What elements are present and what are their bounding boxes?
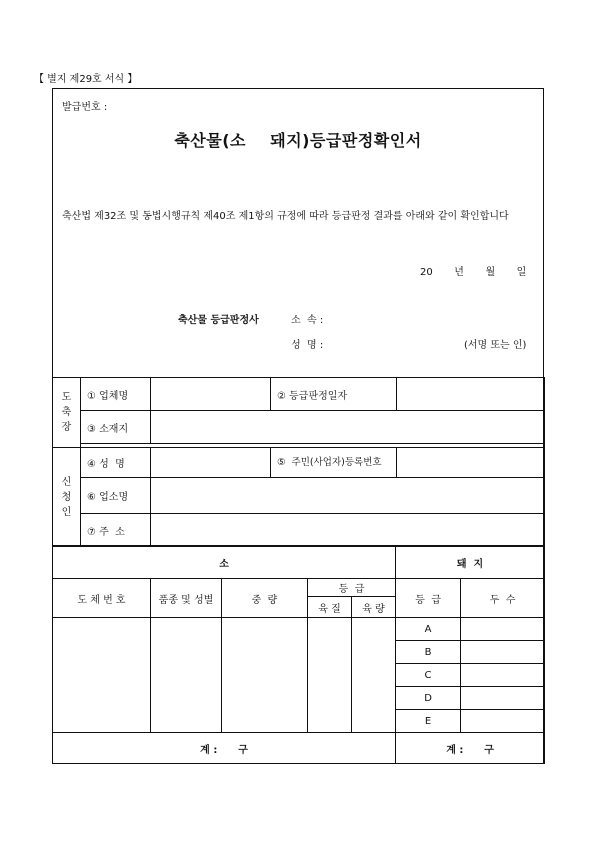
info-table [52,377,545,547]
location-field[interactable] [151,411,545,444]
applicant-name-label: ④ 성 명 [81,448,151,478]
grader-name-label: 성 명 : [291,340,324,351]
grader-affiliation-label: 소 속 : [291,315,324,326]
address-label: ⑦ 주 소 [81,514,151,547]
pig-count-c[interactable] [461,664,545,687]
head-count-header: 두 수 [461,579,545,618]
meat-quality-header: 육 질 [308,597,352,618]
breed-sex-header: 품종 및 성별 [151,579,222,618]
issue-number-label: 발급번호 : [62,102,108,113]
grading-date-field[interactable] [397,378,545,411]
applicant-section-label: 신 청 인 [53,448,81,547]
pig-grade-e: E [396,710,461,733]
meat-quality-field[interactable] [308,618,352,733]
cattle-total: 계 : 구 [53,733,396,764]
slaughterhouse-section-label: 도 축 장 [53,378,81,448]
pig-count-d[interactable] [461,687,545,710]
pig-grade-c: C [396,664,461,687]
grader-label: 축산물 등급판정사 [178,315,259,326]
pig-grade-b: B [396,641,461,664]
pig-count-a[interactable] [461,618,545,641]
pig-grade-header: 등 급 [396,579,461,618]
pig-grade-a: A [396,618,461,641]
business-name-label: ① 업체명 [81,378,151,411]
breed-sex-field[interactable] [151,618,222,733]
weight-field[interactable] [222,618,308,733]
pig-total: 계 : 구 [396,733,545,764]
shop-name-field[interactable] [151,478,545,514]
results-table [52,545,545,764]
grading-date-label: ② 등급판정일자 [271,378,397,411]
weight-header: 중 량 [222,579,308,618]
pig-count-e[interactable] [461,710,545,733]
registration-number-field[interactable] [397,448,545,478]
form-label: 【 별지 제29호 서식 】 [34,74,138,85]
carcass-number-field[interactable] [53,618,151,733]
pig-header: 돼 지 [396,546,545,579]
address-field[interactable] [151,514,545,547]
page-title: 축산물(소 돼지)등급판정확인서 [174,131,422,150]
location-label: ③ 소재지 [81,411,151,444]
business-name-field[interactable] [151,378,271,411]
confirmation-text: 축산법 제32조 및 동법시행규칙 제40조 제1항의 규정에 따라 등급판정 결과를 아래와 같이 확인합니다 [62,211,509,222]
signature-label: (서명 또는 인) [464,340,527,351]
meat-yield-header: 육 량 [352,597,396,618]
issue-date: 20 년 월 일 [420,267,527,278]
pig-grade-d: D [396,687,461,710]
pig-count-b[interactable] [461,641,545,664]
grade-header: 등 급 [308,579,396,597]
shop-name-label: ⑥ 업소명 [81,478,151,514]
registration-number-label: ⑤ 주민(사업자)등록번호 [271,448,397,478]
carcass-number-header: 도 체 번 호 [53,579,151,618]
applicant-name-field[interactable] [151,448,271,478]
meat-yield-field[interactable] [352,618,396,733]
cattle-header: 소 [53,546,396,579]
